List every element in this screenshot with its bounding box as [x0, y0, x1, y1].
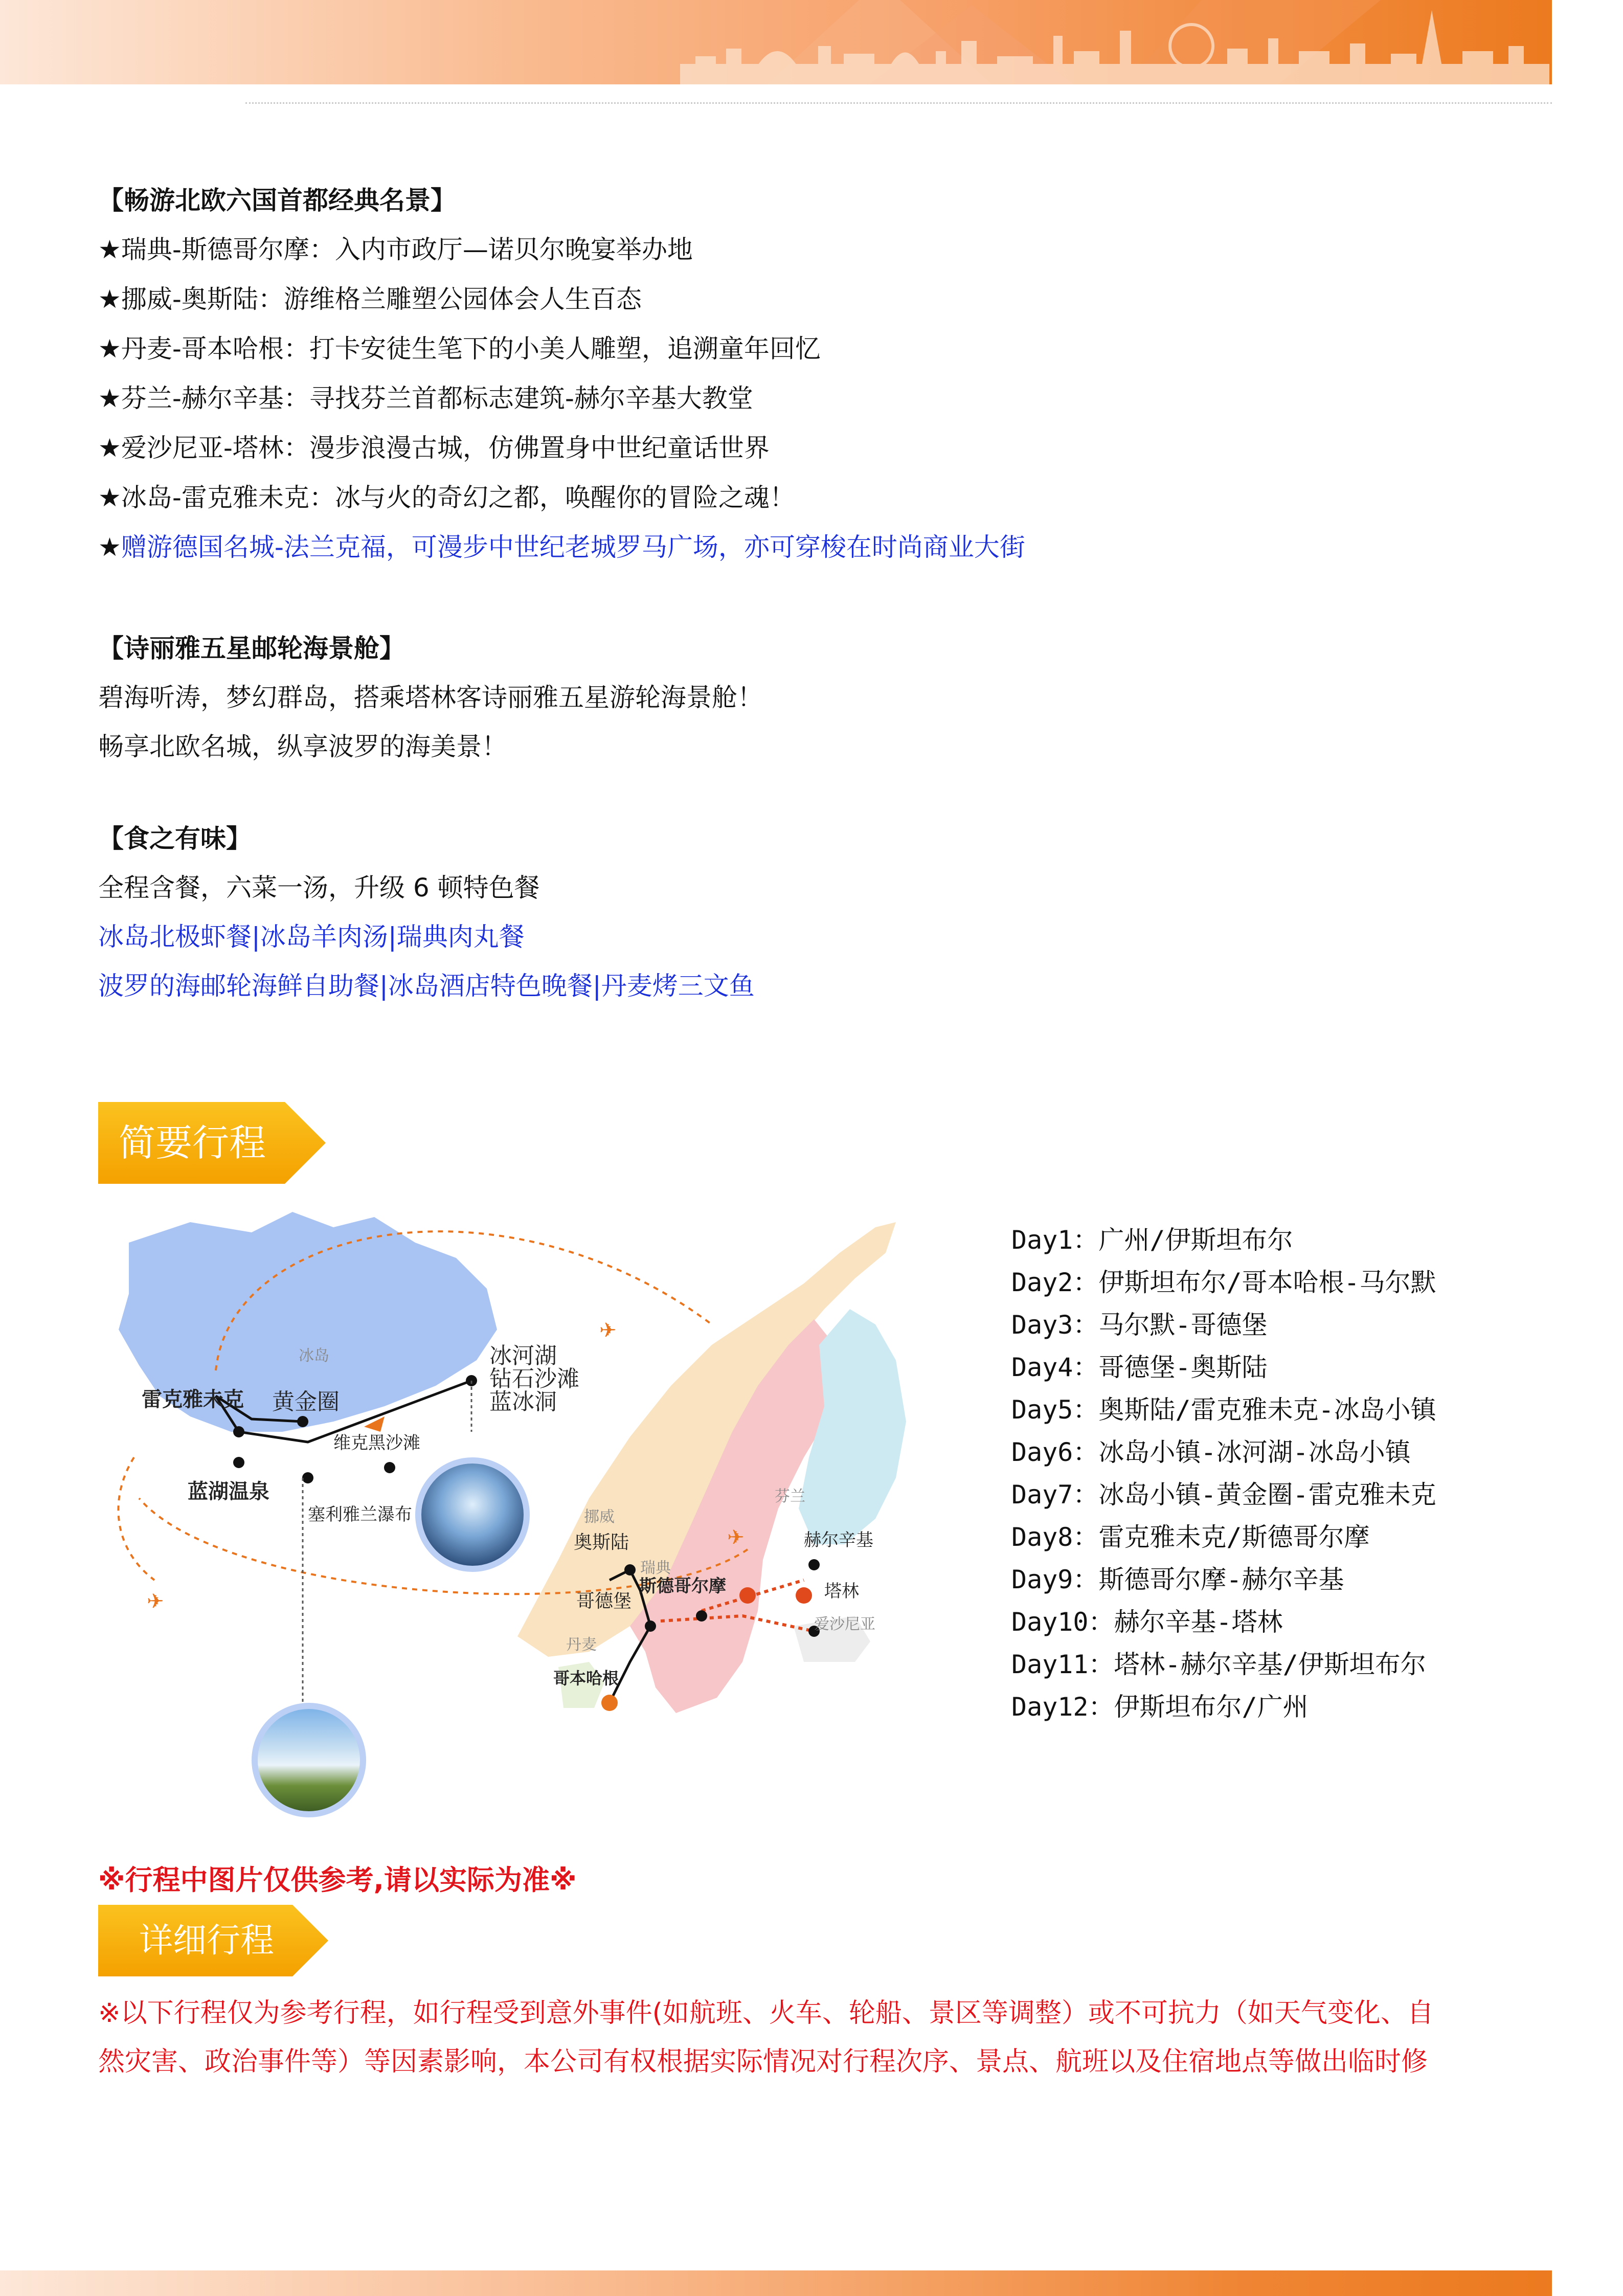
- capital-item-stockholm: ★瑞典-斯德哥尔摩：入内市政厅—诺贝尔晚宴举办地: [98, 235, 693, 264]
- label-seljalandsfoss: 塞利雅兰瀑布: [308, 1504, 412, 1525]
- label-copenhagen: 哥本哈根: [553, 1669, 619, 1688]
- label-iceland: 冰岛: [299, 1347, 329, 1365]
- day-item-1: Day1：广州/伊斯坦布尔: [1011, 1225, 1293, 1255]
- label-golden-circle: 黄金圈: [272, 1389, 340, 1415]
- label-finland: 芬兰: [775, 1488, 805, 1505]
- svg-text:✈: ✈: [727, 1526, 745, 1549]
- label-tallinn: 塔林: [824, 1581, 859, 1602]
- day-item-3: Day3：马尔默-哥德堡: [1011, 1310, 1268, 1340]
- svg-text:✈: ✈: [599, 1319, 617, 1342]
- cruise-heading: 【诗丽雅五星邮轮海景舱】: [98, 634, 405, 663]
- day-item-10: Day10：赫尔辛基-塔林: [1011, 1607, 1283, 1637]
- header-divider: [245, 102, 1552, 104]
- day-item-8: Day8：雷克雅未克/斯德哥尔摩: [1011, 1522, 1370, 1552]
- ship-marker-2: [796, 1587, 812, 1604]
- brief-itinerary-title: 简要行程: [119, 1121, 266, 1164]
- label-diamond-beach: 钻石沙滩: [489, 1366, 579, 1392]
- cruise-line-1: 碧海听涛，梦幻群岛，搭乘塔林客诗丽雅五星游轮海景舱！: [98, 683, 763, 712]
- detail-itinerary-title: 详细行程: [139, 1921, 274, 1960]
- label-blue-ice-cave: 蓝冰洞: [489, 1389, 557, 1415]
- capitals-heading: 【畅游北欧六国首都经典名景】: [98, 186, 456, 215]
- waterfall-photo: [252, 1703, 366, 1817]
- label-helsinki: 赫尔辛基: [804, 1530, 873, 1550]
- header-banner: [0, 0, 1552, 84]
- day-item-6: Day6：冰岛小镇-冰河湖-冰岛小镇: [1011, 1437, 1411, 1467]
- capital-item-helsinki: ★芬兰-赫尔辛基：寻找芬兰首都标志建筑-赫尔辛基大教堂: [98, 384, 753, 413]
- label-glacier-lagoon: 冰河湖: [489, 1343, 557, 1369]
- label-norway: 挪威: [584, 1508, 615, 1526]
- label-blue-lagoon: 蓝湖温泉: [188, 1480, 269, 1503]
- food-line-3: 波罗的海邮轮海鲜自助餐|冰岛酒店特色晚餐|丹麦烤三文鱼: [98, 971, 755, 1001]
- cruise-line-2: 畅享北欧名城，纵享波罗的海美景！: [98, 732, 507, 761]
- image-notice: ※行程中图片仅供参考,请以实际为准※: [98, 1864, 577, 1896]
- label-gothenburg: 哥德堡: [576, 1591, 632, 1612]
- day-item-11: Day11：塔林-赫尔辛基/伊斯坦布尔: [1011, 1650, 1426, 1679]
- day-item-12: Day12：伊斯坦布尔/广州: [1011, 1692, 1309, 1722]
- label-oslo: 奥斯陆: [574, 1532, 629, 1553]
- star-mark: ★: [98, 532, 121, 562]
- bonus-text: 赠游德国名城-法兰克福，可漫步中世纪老城罗马广场，亦可穿梭在时尚商业大街: [121, 532, 1025, 562]
- svg-text:✈: ✈: [147, 1590, 164, 1613]
- disclaimer-line-2: 然灾害、政治事件等）等因素影响，本公司有权根据实际情况对行程次序、景点、航班以及住宿地点等做出临时修: [98, 2046, 1428, 2077]
- label-estonia: 爱沙尼亚: [814, 1615, 875, 1633]
- capital-item-reykjavik: ★冰岛-雷克雅未克：冰与火的奇幻之都，唤醒你的冒险之魂！: [98, 483, 795, 512]
- footer-banner: [0, 2270, 1552, 2296]
- day-item-2: Day2：伊斯坦布尔/哥本哈根-马尔默: [1011, 1268, 1436, 1297]
- food-line-2: 冰岛北极虾餐|冰岛羊肉汤|瑞典肉丸餐: [98, 922, 525, 952]
- label-reykjavik: 雷克雅未克: [142, 1388, 244, 1411]
- ice-cave-photo: [415, 1457, 530, 1572]
- capital-item-tallinn: ★爱沙尼亚-塔林：漫步浪漫古城，仿佛置身中世纪童话世界: [98, 433, 770, 463]
- detail-itinerary-tag: [98, 1905, 328, 1976]
- ship-marker-1: [739, 1587, 756, 1604]
- capital-item-copenhagen: ★丹麦-哥本哈根：打卡安徒生笔下的小美人雕塑，追溯童年回忆: [98, 334, 821, 364]
- disclaimer-line-1: ※以下行程仅为参考行程，如行程受到意外事件(如航班、火车、轮船、景区等调整）或不可抗力（如天气变化、自: [98, 1998, 1434, 2029]
- capital-item-frankfurt-bonus: [98, 532, 1025, 562]
- brief-itinerary-tag: [98, 1102, 326, 1184]
- flight-route-left: [118, 1457, 154, 1580]
- label-vik: 维克黑沙滩: [333, 1433, 420, 1453]
- capital-item-oslo: ★挪威-奥斯陆：游维格兰雕塑公园体会人生百态: [98, 284, 642, 314]
- label-denmark: 丹麦: [566, 1636, 597, 1654]
- skyline-decoration: [0, 0, 1552, 84]
- day-item-5: Day5：奥斯陆/雷克雅未克-冰岛小镇: [1011, 1395, 1436, 1425]
- label-stockholm: 斯德哥尔摩: [639, 1576, 726, 1596]
- food-heading: 【食之有味】: [98, 824, 252, 853]
- day-item-9: Day9：斯德哥尔摩-赫尔辛基: [1011, 1565, 1344, 1594]
- route-map: [98, 1191, 906, 1805]
- day-item-7: Day7：冰岛小镇-黄金圈-雷克雅未克: [1011, 1480, 1436, 1510]
- label-sweden: 瑞典: [640, 1559, 671, 1577]
- day-item-4: Day4：哥德堡-奥斯陆: [1011, 1353, 1268, 1382]
- food-line-1: 全程含餐，六菜一汤，升级 6 顿特色餐: [98, 873, 540, 903]
- copenhagen-marker: [601, 1695, 618, 1711]
